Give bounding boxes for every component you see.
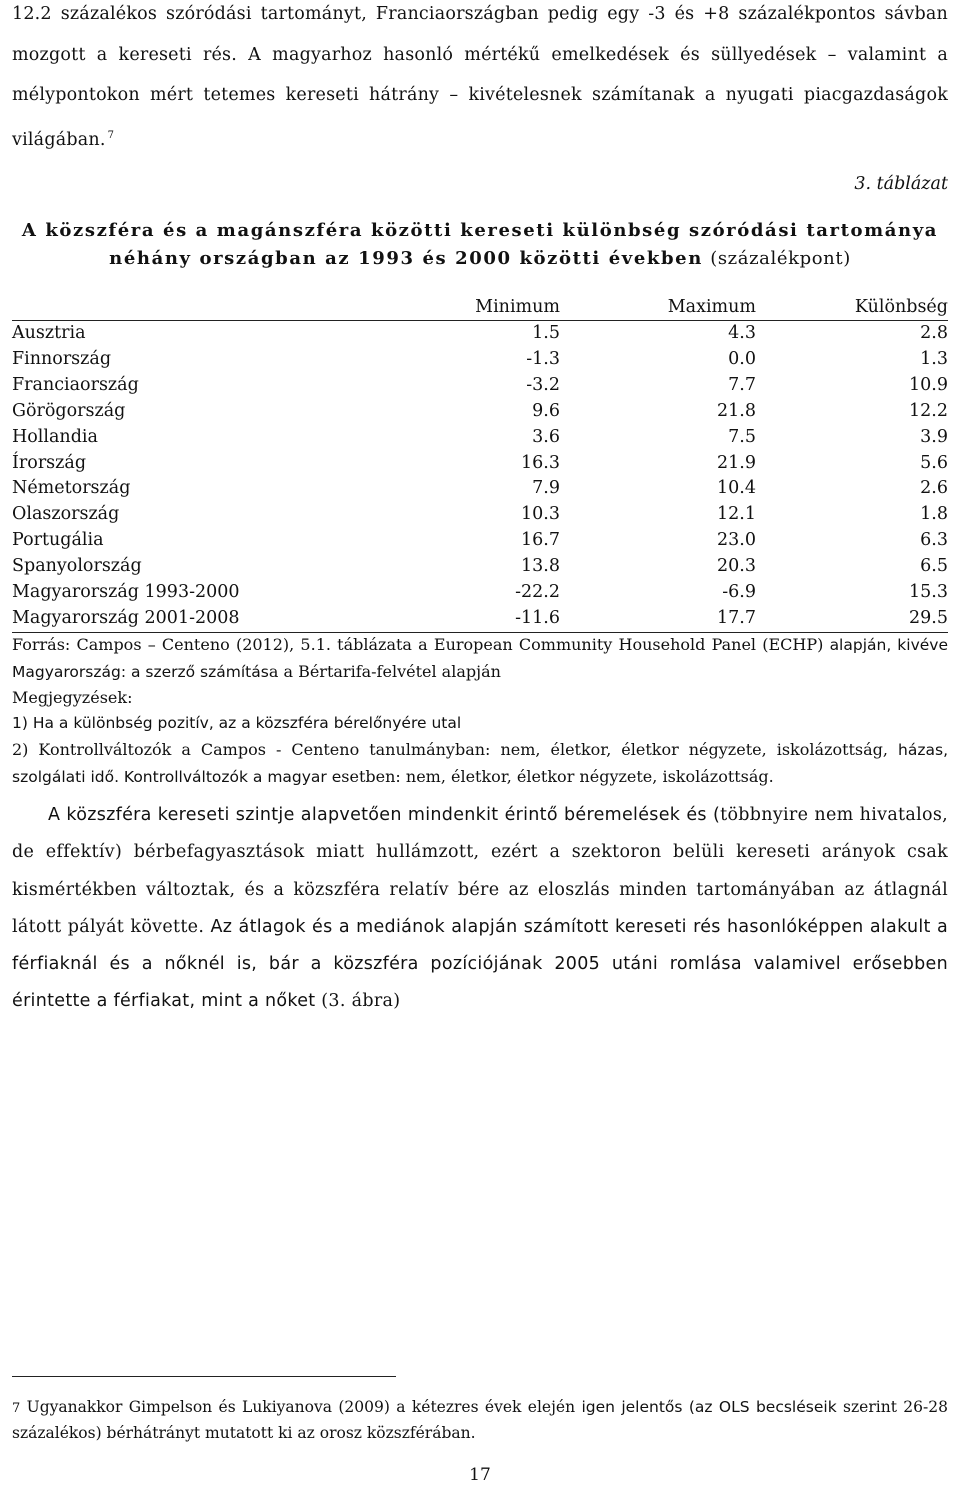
table-row: [12, 399, 948, 425]
maximum-cell: 20.3: [717, 556, 756, 577]
country-cell: Olaszország: [12, 504, 120, 525]
footnote: [12, 1395, 948, 1446]
note-1: 1) Ha a különbség pozitív, az a közszféra bérelőnyére utal: [12, 714, 462, 733]
country-cell: Görögország: [12, 400, 126, 421]
difference-cell: 6.5: [920, 556, 948, 577]
minimum-cell: 16.7: [521, 530, 560, 551]
difference-cell: 3.9: [920, 426, 948, 447]
difference-cell: 29.5: [909, 607, 948, 628]
intro-text: 12.2 százalékos szóródási tartományt, Franciaországban pedig egy -3 és +8 százalékpontos sávban mozgott a kereseti rés. A magyarhoz hasonló mértékű emelkedések és süllyedések – valamint a mélypontokon mért tetemes kereseti hátrány – kivételesnek számítanak a nyugati piacgazdaságok világában.: [12, 4, 948, 150]
maximum-cell: 12.1: [717, 504, 756, 525]
minimum-cell: -22.2: [515, 582, 560, 603]
footnote-text-sans: igen jelentős (az OLS becsléseik: [575, 1398, 837, 1416]
difference-cell: 1.8: [920, 504, 948, 525]
country-cell: Magyarország 1993-2000: [12, 582, 240, 603]
paragraph: [12, 797, 948, 1021]
minimum-cell: -3.2: [526, 374, 560, 395]
country-cell: Spanyolország: [12, 556, 142, 577]
country-cell: Magyarország 2001-2008: [12, 607, 240, 628]
minimum-cell: -1.3: [526, 348, 560, 369]
table-unit: (százalékpont): [710, 248, 851, 269]
maximum-cell: 23.0: [717, 530, 756, 551]
table-source-notes: [12, 632, 948, 790]
note-2-text-tail: setben: nem, életkor, életkor négyzete, iskolázottság.: [341, 766, 774, 786]
difference-cell: 2.8: [920, 323, 948, 343]
data-table: [12, 294, 948, 633]
difference-cell: 5.6: [920, 452, 948, 473]
source-text-sans: alapján, kivéve Magyarország: a szerző számítás: [12, 636, 948, 681]
table-row: [12, 606, 948, 632]
header-country: [12, 294, 352, 321]
footnote-number: 7: [12, 1401, 21, 1416]
maximum-cell: 7.7: [728, 374, 756, 395]
notes-title: Megjegyzések:: [12, 688, 133, 708]
minimum-cell: 3.6: [532, 426, 560, 447]
minimum-cell: 9.6: [532, 400, 560, 421]
maximum-cell: 17.7: [717, 607, 756, 628]
paragraph-text-b: többnyire nem hivatalos, de effektív) bérbefagyasztások miatt hullámzott, ezért a szektoron belüli kereseti arányok csak kismértékben változtak, és a közszféra relatív bére az eloszlás minden tartományában az átlagnál látott pályát követte.: [12, 805, 948, 937]
table-row: [12, 554, 948, 580]
maximum-cell: 21.9: [717, 452, 756, 473]
table-row: [12, 321, 948, 347]
minimum-cell: 10.3: [521, 504, 560, 525]
footnote-text-tail: szerint 26-28 százalékos) bérhátrányt mutatott ki az orosz közszférában.: [12, 1398, 948, 1442]
table-caption: [12, 217, 948, 273]
maximum-cell: 7.5: [728, 426, 756, 447]
maximum-cell: 0.0: [728, 348, 756, 369]
country-cell: Írország: [12, 452, 87, 473]
country-cell: Franciaország: [12, 374, 139, 395]
table-row: [12, 373, 948, 399]
document-page: [12, 0, 948, 1488]
header-maximum: Maximum: [667, 297, 756, 317]
table-row: [12, 528, 948, 554]
table-title: A közszféra és a magánszféra közötti kereseti különbség szóródási tartománya néhány országban az 1993 és 2000 közötti években: [21, 220, 939, 269]
body-paragraph: [12, 797, 948, 1021]
paragraph-text-a: A közszféra kereseti szintje alapvetően mindenkit érintő béremelések és (: [48, 805, 721, 825]
difference-cell: 12.2: [909, 400, 948, 421]
minimum-cell: 1.5: [532, 323, 560, 343]
source-line: [12, 632, 948, 685]
country-cell: Ausztria: [12, 323, 86, 343]
country-cell: Hollandia: [12, 426, 98, 447]
difference-cell: 1.3: [920, 348, 948, 369]
table-body: [12, 321, 948, 633]
source-text-tail: a a Bértarifa-felvétel alapján: [268, 661, 501, 681]
page-number: 17: [469, 1465, 491, 1485]
difference-cell: 15.3: [909, 582, 948, 603]
note-2-text: 2) Kontrollváltozók a Campos - Centeno tanulmányban: nem, életkor, életkor négyzete, iskolázottság,: [12, 739, 889, 759]
intro-paragraph: [12, 0, 948, 160]
minimum-cell: 13.8: [521, 556, 560, 577]
country-cell: Portugália: [12, 530, 104, 551]
header-minimum: Minimum: [475, 297, 560, 317]
maximum-cell: 4.3: [728, 323, 756, 343]
table-row: [12, 476, 948, 502]
figure-reference: (3. ábra): [315, 991, 401, 1012]
note-2: [12, 737, 948, 790]
country-cell: Németország: [12, 478, 131, 499]
table-number: 3. táblázat: [854, 174, 948, 194]
minimum-cell: -11.6: [515, 607, 560, 628]
maximum-cell: 10.4: [717, 478, 756, 499]
minimum-cell: 16.3: [521, 452, 560, 473]
table-header-row: [12, 294, 948, 321]
note-2-text-sans: házas, szolgálati idő. Kontrollváltozók a magyar e: [12, 740, 948, 786]
difference-cell: 6.3: [920, 530, 948, 551]
footnote-text: Ugyanakkor Gimpelson és Lukiyanova (2009) a kétezres évek elején: [26, 1398, 576, 1416]
header-difference: Különbség: [854, 297, 948, 317]
table-row: [12, 502, 948, 528]
maximum-cell: 21.8: [717, 400, 756, 421]
source-text: Forrás: Campos – Centeno (2012), 5.1. táblázata a European Community Household Panel (ECHP): [12, 635, 824, 654]
table-row: [12, 451, 948, 477]
table-row: [12, 425, 948, 451]
difference-cell: 2.6: [920, 478, 948, 499]
difference-cell: 10.9: [909, 374, 948, 395]
footnote-divider: [12, 1376, 396, 1377]
country-cell: Finnország: [12, 348, 112, 369]
maximum-cell: -6.9: [722, 582, 756, 603]
minimum-cell: 7.9: [532, 478, 560, 499]
footnote-reference: 7: [107, 129, 115, 141]
table-row: [12, 580, 948, 606]
table-row: [12, 347, 948, 373]
paragraph-text-c: Az átlagok és a mediánok alapján számított kereseti rés hasonlóképpen alakult a férfiaknál és a nőknél is, bár a közszféra pozíciójának 2005 utáni romlása valamivel erősebben érintette a férfiakat, mint a nőket: [12, 916, 948, 1012]
